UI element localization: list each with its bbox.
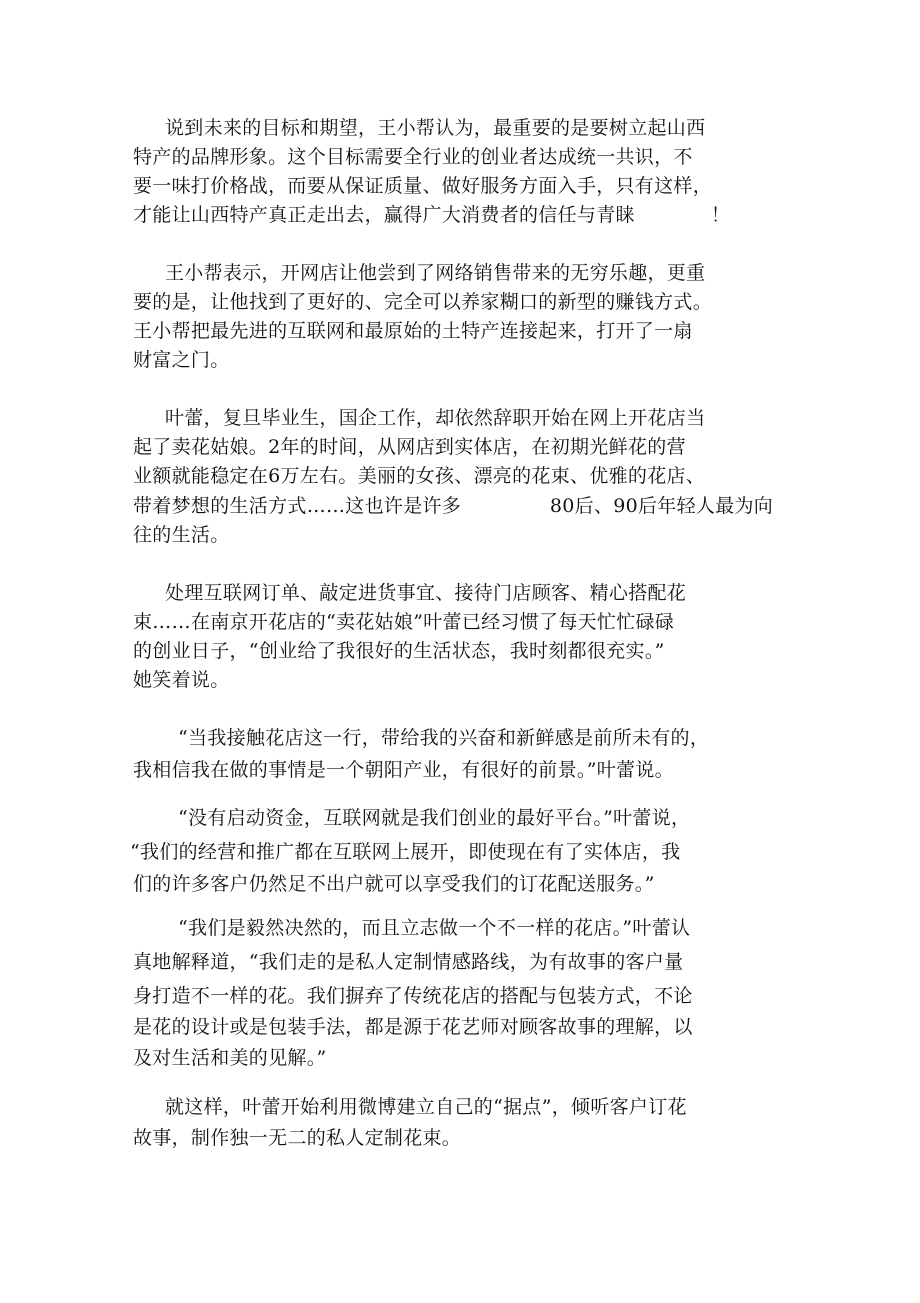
paragraph-line: 王小帮表示，开网店让他尝到了网络销售带来的无穷乐趣，更重: [165, 262, 706, 284]
paragraph-line: 们的许多客户仍然足不出户就可以享受我们的订花配送服务。”: [133, 873, 655, 895]
paragraph-line: “我们的经营和推广都在互联网上展开，即使现在有了实体店，我: [130, 841, 681, 863]
paragraph-line: 叶蕾，复旦毕业生，国企工作，却依然辞职开始在网上开花店当: [165, 407, 706, 429]
paragraph-line: 就这样，叶蕾开始利用微博建立自己的“据点”，倾听客户订花: [165, 1096, 687, 1118]
paragraph-line: “没有启动资金，互联网就是我们创业的最好平台。”叶蕾说，: [178, 807, 691, 829]
paragraph-line: 要的是，让他找到了更好的、完全可以养家糊口的新型的赚钱方式。: [133, 291, 713, 313]
paragraph-line: 故事，制作独一无二的私人定制花束。: [133, 1127, 462, 1149]
paragraph-line: 才能让山西特产真正走出去，赢得广大消费者的信任与青睐 ！: [133, 204, 731, 226]
paragraph-line: 处理互联网订单、敲定进货事宜、接待门店顾客、精心搭配花: [165, 582, 687, 604]
paragraph-line: 特产的品牌形象。这个目标需要全行业的创业者达成统一共识，不: [133, 146, 693, 168]
paragraph-line: 业额就能稳定在6万左右。美丽的女孩、漂亮的花束、优雅的花店、: [133, 465, 706, 487]
paragraph-line: “当我接触花店这一行，带给我的兴奋和新鲜感是前所未有的，: [178, 727, 710, 749]
paragraph-line: “我们是毅然决然的，而且立志做一个不一样的花店。”叶蕾认: [178, 917, 691, 939]
paragraph-line: 束……在南京开花店的“卖花姑娘”叶蕾已经习惯了每天忙忙碌碌: [133, 611, 675, 633]
paragraph-line: 王小帮把最先进的互联网和最原始的土特产连接起来，打开了一扇: [133, 320, 693, 342]
paragraph-line: 要一味打价格战，而要从保证质量、做好服务方面入手，只有这样，: [133, 175, 713, 197]
paragraph-line: 及对生活和美的见解。”: [133, 1047, 327, 1069]
paragraph-line: 的创业日子，“创业给了我很好的生活状态，我时刻都很充实。”: [133, 640, 665, 662]
paragraph-line: 是花的设计或是包装手法，都是源于花艺师对顾客故事的理解，以: [133, 1016, 693, 1038]
paragraph-line: 真地解释道，“我们走的是私人定制情感路线，为有故事的客户量: [133, 951, 684, 973]
paragraph-line: 我相信我在做的事情是一个朝阳产业，有很好的前景。”叶蕾说。: [133, 759, 674, 781]
paragraph-line: 带着梦想的生活方式……这也许是许多 80后、90后年轻人最为向: [133, 495, 774, 517]
paragraph-line: 她笑着说。: [133, 669, 230, 691]
paragraph-line: 往的生活。: [133, 524, 230, 546]
paragraph-line: 身打造不一样的花。我们摒弃了传统花店的搭配与包装方式，不论: [133, 985, 693, 1007]
paragraph-line: 说到未来的目标和期望，王小帮认为，最重要的是要树立起山西: [165, 117, 706, 139]
paragraph-line: 起了卖花姑娘。2年的时间，从网店到实体店，在初期光鲜花的营: [133, 436, 686, 458]
paragraph-line: 财富之门。: [133, 349, 230, 371]
